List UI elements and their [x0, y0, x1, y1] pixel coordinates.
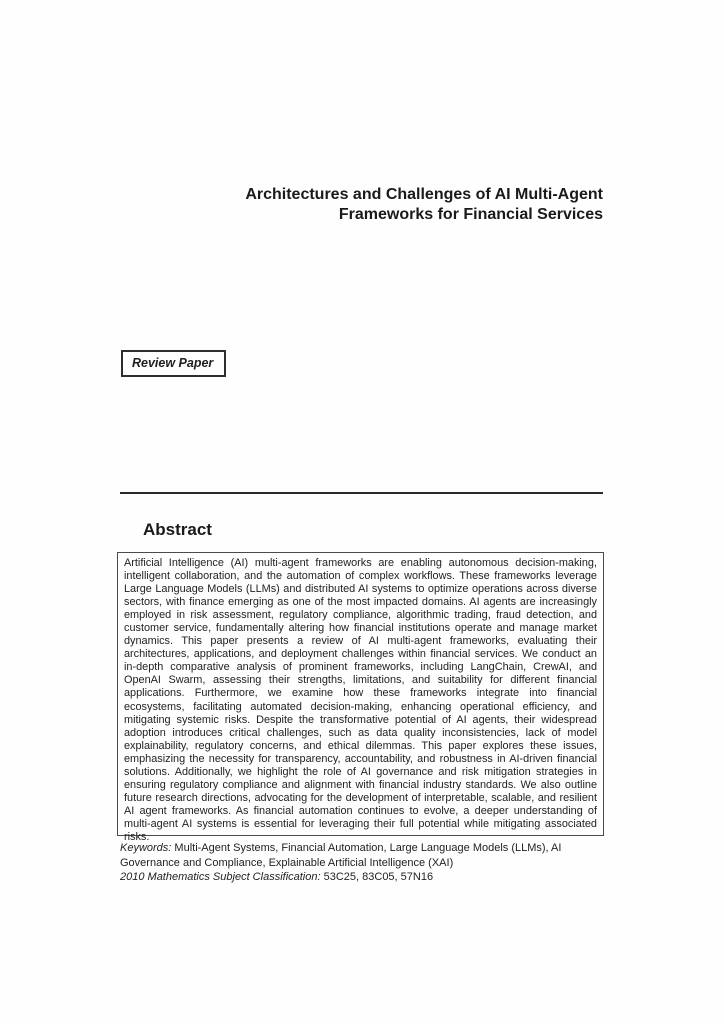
classification-line: [120, 870, 616, 885]
abstract-box: [117, 552, 604, 843]
review-paper-badge: Review Paper: [121, 350, 226, 377]
classification-text: 53C25, 83C05, 57N16: [323, 871, 434, 884]
paper-title-line-2: Frameworks for Financial Services: [338, 206, 603, 223]
meta-block: [120, 841, 616, 885]
abstract-text: Artificial Intelligence (AI) multi-agent frameworks are enabling autonomous decision-making, intelligent collaboration, and the automation of complex workflows. These frameworks leverage Large Language Models (LLMs) and distributed AI systems to optimize operations across diverse sectors, with finance emerging as one of the most impacted domains. AI agents are increasingly employed in risk assessment, regulatory compliance, algorithmic trading, fraud detection, and customer service, fundamentally altering how financial institutions operate and manage market dynamics. This paper presents a review of AI multi-agent frameworks, evaluating their architectures, applications, and deployment challenges within financial services. We conduct an in-depth comparative analysis of prominent frameworks, including LangChain, CrewAI, and OpenAI Swarm, assessing their strengths, limitations, and suitability for different financial applications. Furthermore, we examine how these frameworks integrate into financial ecosystems, facilitating automated decision-making, enhancing operational efficiency, and mitigating systemic risks. Despite the transformative potential of AI agents, their widespread adoption introduces critical challenges, such as data quality inconsistencies, lack of model explainability, regulatory concerns, and ethical dilemmas. This paper explores these issues, emphasizing the necessity for transparency, accountability, and robustness in AI-driven financial solutions. Additionally, we highlight the role of AI governance and risk mitigation strategies in ensuring regulatory compliance and alignment with financial industry standards. We also outline future research directions, advocating for the development of interpretable, scalable, and resilient AI agent frameworks. As financial automation continues to evolve, a deeper understanding of multi-agent AI systems is essential for leveraging their full potential while mitigating associated risks.: [124, 557, 597, 843]
keywords-label: Keywords:: [120, 842, 172, 854]
abstract-heading: Abstract: [143, 520, 212, 539]
paper-title: [120, 185, 603, 225]
keywords-line: [120, 841, 616, 870]
paper-title-line-1: Architectures and Challenges of AI Multi-Agent: [245, 186, 603, 203]
classification-label: 2010 Mathematics Subject Classification:: [120, 871, 321, 884]
divider-rule: [120, 492, 603, 494]
keywords-text: Multi-Agent Systems, Financial Automation, Large Language Models (LLMs), AI Governance and Compliance, Explainable Artificial Intelligence (XAI): [120, 842, 562, 869]
